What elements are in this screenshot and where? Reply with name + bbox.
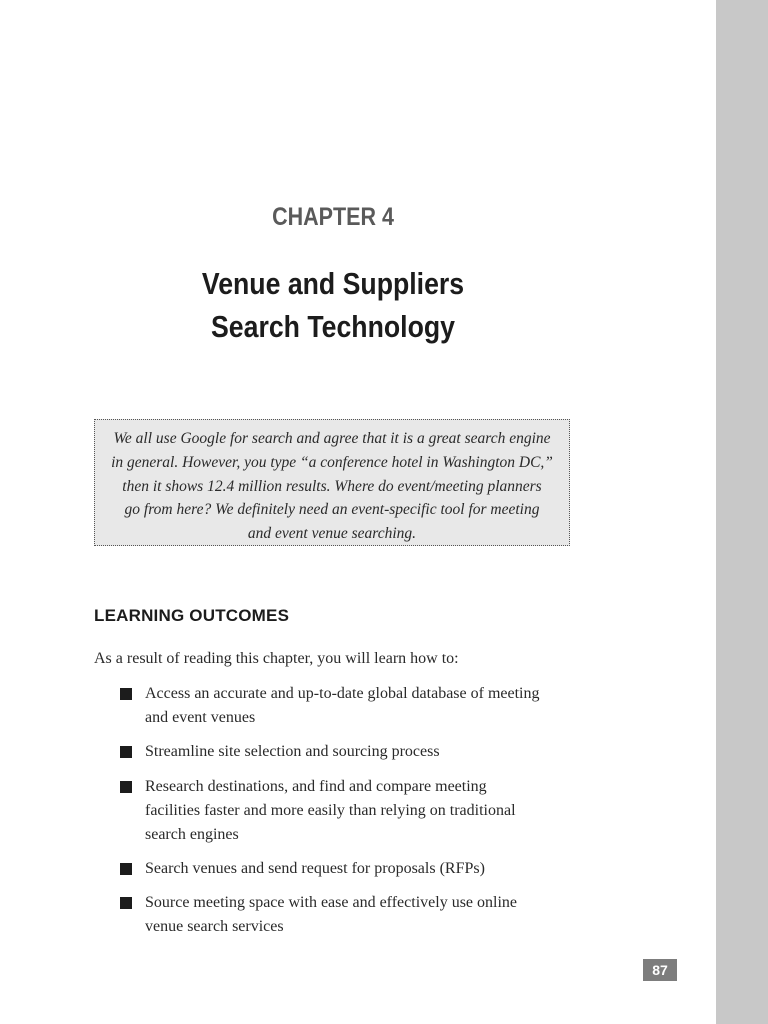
intro-callout-box (94, 419, 570, 546)
outcome-text-line: facilities faster and more easily than relying on traditional (145, 801, 516, 819)
outcome-text-line: search engines (145, 825, 239, 843)
outcome-text-line: and event venues (145, 708, 256, 726)
outcome-text-line: venue search services (145, 917, 284, 935)
learning-outcomes-lead: As a result of reading this chapter, you will learn how to: (94, 650, 459, 667)
page-number: 87 (643, 959, 677, 981)
chapter-label: CHAPTER 4 (272, 203, 394, 231)
outcome-text-line: Research destinations, and find and compare meeting (145, 778, 487, 795)
intro-line: in general. However, you type “a conference hotel in Washington DC,” (111, 453, 553, 471)
bullet-square-icon (120, 746, 132, 758)
outcome-text-line: Access an accurate and up-to-date global database of meeting (145, 685, 540, 702)
chapter-title (127, 262, 538, 348)
intro-line: then it shows 12.4 million results. Where do event/meeting planners (122, 477, 542, 495)
chapter-title-line: Venue and Suppliers (201, 266, 465, 301)
bullet-square-icon (120, 688, 132, 700)
outcome-text-line: Search venues and send request for proposals (RFPs) (145, 860, 485, 877)
chapter-title-line: Search Technology (211, 309, 455, 344)
learning-outcomes-heading: LEARNING OUTCOMES (94, 606, 290, 625)
intro-line: We all use Google for search and agree that it is a great search engine (113, 430, 551, 447)
intro-line: and event venue searching. (247, 525, 417, 543)
intro-line: go from here? We definitely need an event-specific tool for meeting (124, 501, 540, 519)
outcome-text-line: Source meeting space with ease and effectively use online (145, 894, 518, 911)
bullet-square-icon (120, 897, 132, 909)
page-edge-band (716, 0, 768, 1024)
bullet-square-icon (120, 863, 132, 875)
outcome-text-line: Streamline site selection and sourcing process (145, 743, 440, 760)
bullet-square-icon (120, 781, 132, 793)
